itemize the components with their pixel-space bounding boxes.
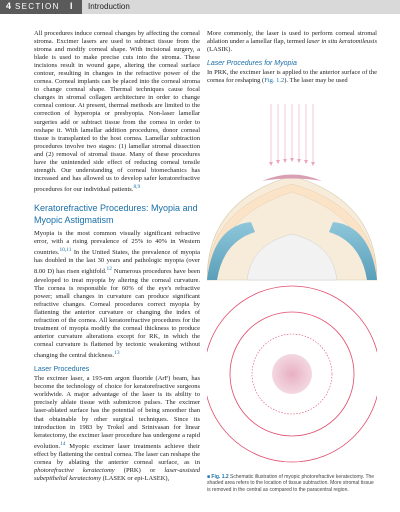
paragraph: More commonly, the laser is used to perform corneal stromal ablation under a lamellar flap, termed laser in situ keratomileusis (LASIK). <box>207 30 377 54</box>
section-heading: Keratorefractive Procedures: Myopia and Myopic Astigmatism <box>34 203 198 226</box>
header-section-block <box>0 0 82 14</box>
caption-label: Fig. 1.2 <box>211 474 229 480</box>
paragraph: All procedures induce corneal changes by affecting the corneal stroma. Excimer lasers are used to subtract tissue from the stroma and modify corneal shape. With incisional surgery, a blade is used to make precise cuts into the stroma. These incisions result in wound gape, altering the corneal surface contour, resulting in changes in the refractive power of the cornea. Corneal implants can be placed into the corneal stroma to change corneal shape. Thermal techniques cause focal changes in stromal collagen architecture in order to change corneal contour. At present, thermal methods are limited to the correction of hyperopia or presbyopia. Non-laser lamellar surgeries add or subtract tissue from the cornea in order to reshape it. With lamellar addition procedures, donor corneal tissue is transplanted to the host cornea. Lamellar subtraction procedures involve two stages: (1) lamellar stromal dissection and (2) removal of stromal tissue. Many of these procedures have the unintended side effect of reducing corneal tensile strength. Our understanding of corneal biomechanics has increased and has allowed us to develop safer keratorefractive procedures for our individual patients.$^{8,9}$ <box>34 30 200 194</box>
citation[interactable]: 13 <box>114 350 120 357</box>
laser-arrowheads <box>269 158 315 166</box>
page-header <box>0 0 400 14</box>
subsection-heading: Laser Procedures <box>34 366 90 374</box>
figure-link[interactable]: Fig. 1.2 <box>264 77 285 85</box>
section-number: I <box>70 1 73 11</box>
figure-caption <box>207 474 377 493</box>
left-column <box>34 30 200 483</box>
ablation-zone-top <box>272 354 312 394</box>
page-number: 4 <box>6 1 12 11</box>
caption-text: Schematic illustration of myopic photorefractive keratectomy. The shaded area refers to the location of tissue subtraction. More stromal tissue is removed in the central as compared to the paracentral region. <box>207 474 375 493</box>
subsection-heading: Laser Procedures for Myopia <box>207 60 297 68</box>
eye-cross-section <box>207 175 377 281</box>
caption-marker: ■ <box>207 474 212 480</box>
header-title-block <box>82 0 400 14</box>
citation[interactable]: 8,9 <box>133 183 141 190</box>
figure-1-2 <box>207 104 377 470</box>
citation[interactable]: 10,11 <box>59 247 72 254</box>
paragraph: In PRK, the excimer laser is applied to the anterior surface of the cornea for reshaping (Fig. 1.2). The laser may be used <box>207 69 377 85</box>
citation[interactable]: 14 <box>60 440 66 447</box>
cornea-top-view <box>207 286 377 462</box>
section-label: SECTION <box>15 2 60 11</box>
myopic-prk-illustration <box>207 104 377 470</box>
citation[interactable]: 12 <box>106 266 112 273</box>
right-column <box>207 30 377 85</box>
paragraph: The excimer laser, a 193-nm argon fluoride (ArF) beam, has become the technology of choice for keratorefractive surgeons worldwide. A major advantage of the laser is its ability to precisely ablate tissue with submicron pulses. The excimer laser-ablated surface has the potential of being smoother than that obtainable by other surgical techniques. Since its introduction in 1983 by Trokel and Srinivasan for linear keratectomy, the excimer laser procedure has undergone a rapid evolution.$^{14}$ Myopic excimer laser treatments achieve their effect by flattening the central cornea. The laser can reshape the cornea by ablating the anterior corneal surface, as in photorefractive keratectomy (PRK) or laser-assisted subepithelial keratectomy (LASEK or epi-LASEK), <box>34 375 201 482</box>
chapter-title: Introduction <box>88 2 130 11</box>
paragraph: Myopia is the most common visually significant refractive error, with a rising prevalence of 25% to 40% in Western countries.$^{10,11}$ In the United States, the prevalence of myopia has doubled in the last 30 years and pathologic myopia (over 8.00 D) has risen eightfold.$^{12}$ Numerous procedures have been developed to treat myopia by altering the corneal curvature. The cornea is responsible for 60% of the eye's refractive power; small changes in curvature can produce significant refractive changes. Corneal procedures correct myopia by flattening the anterior curvature or changing the index of refraction of the cornea. All keratorefractive procedures for the treatment of myopia modify the corneal thickness to produce anterior curvature alterations except for RK, in which the corneal curvature is flattened by tectonic weakening without changing the central thickness.$^{13}$ <box>34 230 200 360</box>
laser-beams <box>271 104 313 164</box>
